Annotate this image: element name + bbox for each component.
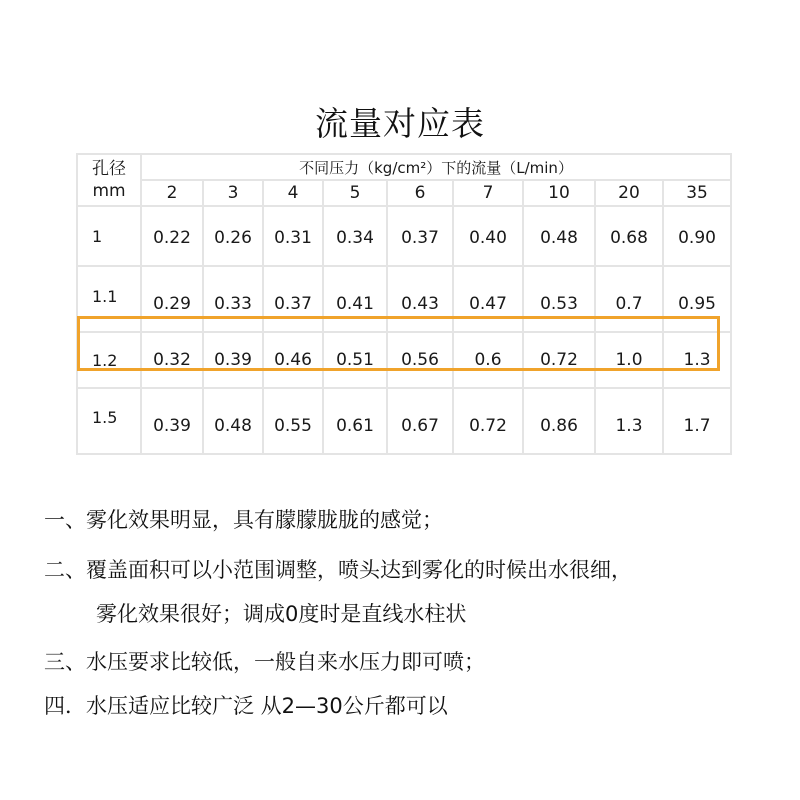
flow-cell: 0.55 — [264, 389, 322, 453]
note-line: 二、覆盖面积可以小范围调整，喷头达到雾化的时候出水很细， — [44, 558, 632, 582]
flow-cell: 0.47 — [454, 267, 522, 331]
pressure-label: 5 — [324, 181, 386, 205]
note-line: 三、水压要求比较低，一般自来水压力即可喷； — [44, 650, 485, 674]
flow-cell: 0.90 — [664, 207, 730, 265]
flow-cell: 0.41 — [324, 267, 386, 331]
flow-cell: 0.33 — [204, 267, 262, 331]
diameter-cell: 1.2 — [78, 333, 140, 387]
flow-cell: 0.39 — [142, 389, 202, 453]
flow-cell: 0.67 — [388, 389, 452, 453]
diameter-header: 孔径 — [92, 159, 126, 179]
flow-cell: 0.86 — [524, 389, 594, 453]
pressure-label: 20 — [596, 181, 662, 205]
flow-cell: 0.53 — [524, 267, 594, 331]
flow-cell: 0.22 — [142, 207, 202, 265]
flow-cell: 0.48 — [524, 207, 594, 265]
flow-cell: 0.56 — [388, 333, 452, 387]
diameter-cell: 1 — [78, 207, 140, 265]
diameter-cell: 1.5 — [78, 389, 140, 453]
flow-cell: 0.46 — [264, 333, 322, 387]
table-row — [78, 267, 730, 331]
flow-cell: 0.7 — [596, 267, 662, 331]
note-line: 雾化效果很好；调成0度时是直线水柱状 — [96, 602, 467, 626]
pressure-label: 10 — [524, 181, 594, 205]
pressure-label: 4 — [264, 181, 322, 205]
page-title: 流量对应表 — [315, 104, 485, 143]
flow-cell: 0.37 — [388, 207, 452, 265]
flow-cell: 1.0 — [596, 333, 662, 387]
diameter-cell: 1.1 — [78, 267, 140, 331]
note-line: 一、雾化效果明显，具有朦朦胧胧的感觉； — [44, 508, 443, 532]
flow-cell: 0.72 — [454, 389, 522, 453]
table-row — [78, 389, 730, 453]
unit-header: mm — [92, 181, 126, 201]
flow-cell: 0.72 — [524, 333, 594, 387]
pressure-header: 不同压力（kg/cm²）下的流量（L/min） — [142, 155, 730, 179]
flow-rate-table — [76, 153, 732, 455]
pressure-label: 3 — [204, 181, 262, 205]
flow-cell: 0.32 — [142, 333, 202, 387]
flow-cell: 0.68 — [596, 207, 662, 265]
flow-cell: 1.3 — [664, 333, 730, 387]
flow-cell: 0.29 — [142, 267, 202, 331]
flow-cell: 0.61 — [324, 389, 386, 453]
flow-table-container — [76, 153, 722, 436]
flow-cell: 0.26 — [204, 207, 262, 265]
table-row — [78, 207, 730, 265]
flow-cell: 0.37 — [264, 267, 322, 331]
diameter-header-cell — [78, 155, 140, 205]
pressure-label: 7 — [454, 181, 522, 205]
pressure-label: 35 — [664, 181, 730, 205]
note-line: 四．水压适应比较广泛 从2—30公斤都可以 — [44, 694, 448, 718]
flow-cell: 0.39 — [204, 333, 262, 387]
flow-cell: 0.51 — [324, 333, 386, 387]
flow-cell: 0.48 — [204, 389, 262, 453]
flow-cell: 1.3 — [596, 389, 662, 453]
flow-cell: 0.6 — [454, 333, 522, 387]
pressure-label: 6 — [388, 181, 452, 205]
flow-cell: 0.31 — [264, 207, 322, 265]
flow-cell: 0.40 — [454, 207, 522, 265]
pressure-label: 2 — [142, 181, 202, 205]
flow-cell: 0.34 — [324, 207, 386, 265]
table-row-highlighted — [78, 333, 730, 387]
flow-cell: 0.43 — [388, 267, 452, 331]
flow-cell: 0.95 — [664, 267, 730, 331]
flow-cell: 1.7 — [664, 389, 730, 453]
